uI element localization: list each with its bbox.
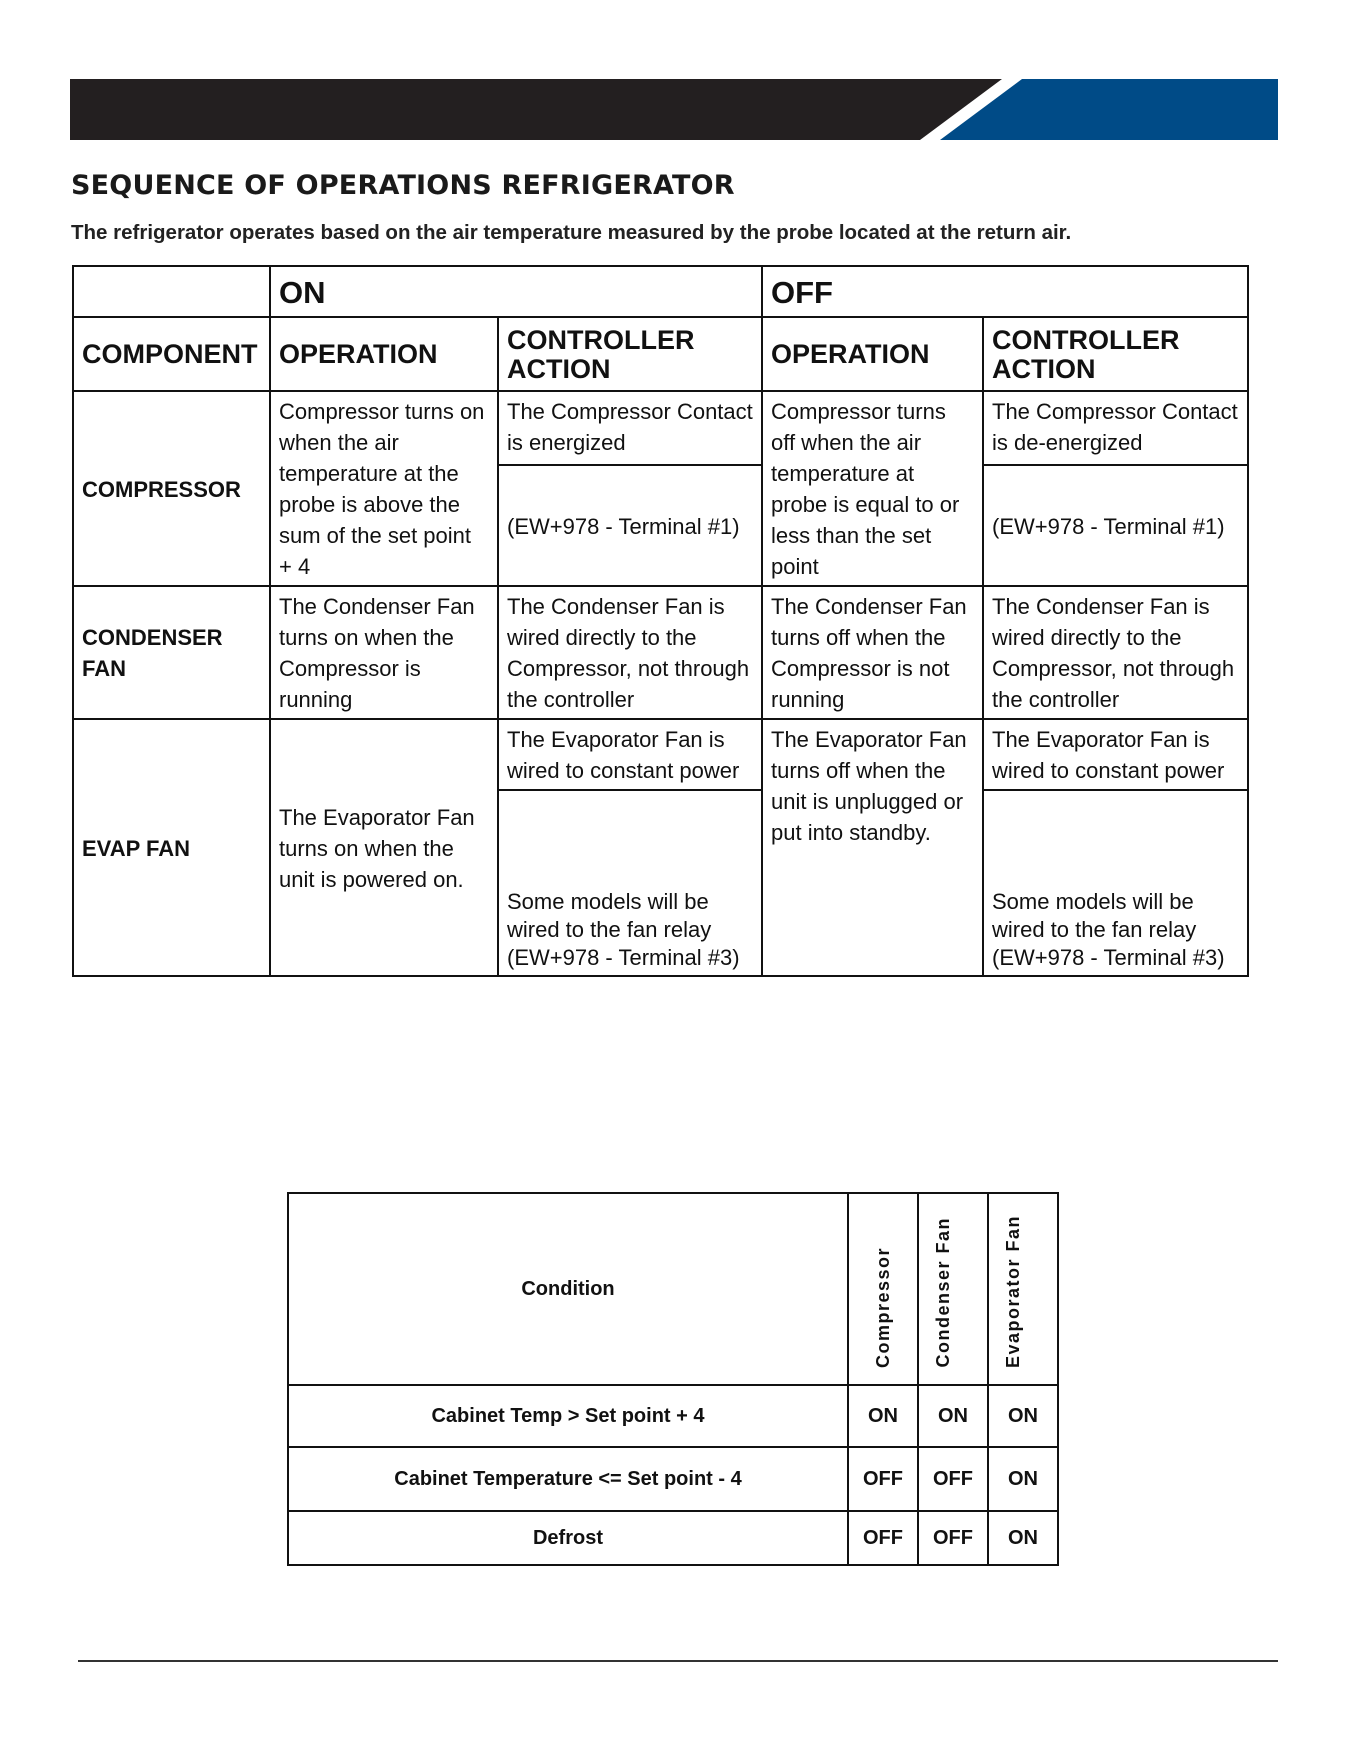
on-operation-header: OPERATION bbox=[270, 317, 498, 391]
condenser-off-operation: The Condenser Fan turns off when the Compressor is not running bbox=[762, 586, 983, 719]
evaporator-fan-state: ON bbox=[988, 1511, 1058, 1565]
compressor-state: OFF bbox=[848, 1447, 918, 1511]
condenser-fan-state: ON bbox=[918, 1385, 988, 1447]
group-header-row bbox=[73, 266, 1248, 317]
sequence-table bbox=[72, 265, 1249, 977]
compressor-off-terminal: (EW+978 - Terminal #1) bbox=[983, 465, 1248, 586]
evap-on-action: The Evaporator Fan is wired to constant power bbox=[498, 719, 762, 790]
intro-text: The refrigerator operates based on the air temperature measured by the probe located at the return air. bbox=[71, 221, 1072, 244]
condenser-on-action: The Condenser Fan is wired directly to the Compressor, not through the controller bbox=[498, 586, 762, 719]
condition-row bbox=[288, 1385, 1058, 1447]
condition-cell: Cabinet Temperature <= Set point - 4 bbox=[288, 1447, 848, 1511]
evap-off-operation: The Evaporator Fan turns off when the unit is unplugged or put into standby. bbox=[762, 719, 983, 976]
column-header-row bbox=[73, 317, 1248, 391]
footer-divider bbox=[78, 1660, 1278, 1662]
condenser-off-action: The Condenser Fan is wired directly to the Compressor, not through the controller bbox=[983, 586, 1248, 719]
compressor-off-action: The Compressor Contact is de-energized bbox=[983, 391, 1248, 465]
table-row-evap-fan bbox=[73, 719, 1248, 790]
condition-cell: Cabinet Temp > Set point + 4 bbox=[288, 1385, 848, 1447]
component-header: COMPONENT bbox=[73, 317, 270, 391]
component-evap-fan: EVAP FAN bbox=[73, 719, 270, 976]
condition-table bbox=[287, 1192, 1059, 1566]
evaporator-fan-column-header: Evaporator Fan bbox=[988, 1193, 1058, 1385]
group-off-header: OFF bbox=[762, 266, 1248, 317]
condition-header-row bbox=[288, 1193, 1058, 1385]
condenser-fan-column-header: Condenser Fan bbox=[918, 1193, 988, 1385]
evap-on-operation: The Evaporator Fan turns on when the unit is powered on. bbox=[270, 719, 498, 976]
evap-on-relay: Some models will be wired to the fan relay (EW+978 - Terminal #3) bbox=[498, 790, 762, 976]
table-row-condenser-fan bbox=[73, 586, 1248, 719]
component-condenser-fan: CONDENSER FAN bbox=[73, 586, 270, 719]
condenser-fan-state: OFF bbox=[918, 1447, 988, 1511]
compressor-state: ON bbox=[848, 1385, 918, 1447]
condenser-on-operation: The Condenser Fan turns on when the Compressor is running bbox=[270, 586, 498, 719]
compressor-on-action: The Compressor Contact is energized bbox=[498, 391, 762, 465]
group-on-header: ON bbox=[270, 266, 762, 317]
condenser-fan-state: OFF bbox=[918, 1511, 988, 1565]
compressor-column-header: Compressor bbox=[848, 1193, 918, 1385]
compressor-on-terminal: (EW+978 - Terminal #1) bbox=[498, 465, 762, 586]
evap-off-action: The Evaporator Fan is wired to constant power bbox=[983, 719, 1248, 790]
condition-row bbox=[288, 1511, 1058, 1565]
condition-header: Condition bbox=[288, 1193, 848, 1385]
condition-cell: Defrost bbox=[288, 1511, 848, 1565]
empty-corner-cell bbox=[73, 266, 270, 317]
off-operation-header: OPERATION bbox=[762, 317, 983, 391]
compressor-on-operation: Compressor turns on when the air temperature at the probe is above the sum of the set point + 4 bbox=[270, 391, 498, 586]
header-banner bbox=[70, 79, 1278, 140]
condition-row bbox=[288, 1447, 1058, 1511]
table-row-compressor bbox=[73, 391, 1248, 465]
evaporator-fan-state: ON bbox=[988, 1385, 1058, 1447]
on-controller-action-header: CONTROLLER ACTION bbox=[498, 317, 762, 391]
evap-off-relay: Some models will be wired to the fan relay (EW+978 - Terminal #3) bbox=[983, 790, 1248, 976]
component-compressor: COMPRESSOR bbox=[73, 391, 270, 586]
compressor-state: OFF bbox=[848, 1511, 918, 1565]
page-title: SEQUENCE OF OPERATIONS REFRIGERATOR bbox=[71, 170, 735, 201]
off-controller-action-header: CONTROLLER ACTION bbox=[983, 317, 1248, 391]
compressor-off-operation: Compressor turns off when the air temperature at probe is equal to or less than the set point bbox=[762, 391, 983, 586]
evaporator-fan-state: ON bbox=[988, 1447, 1058, 1511]
